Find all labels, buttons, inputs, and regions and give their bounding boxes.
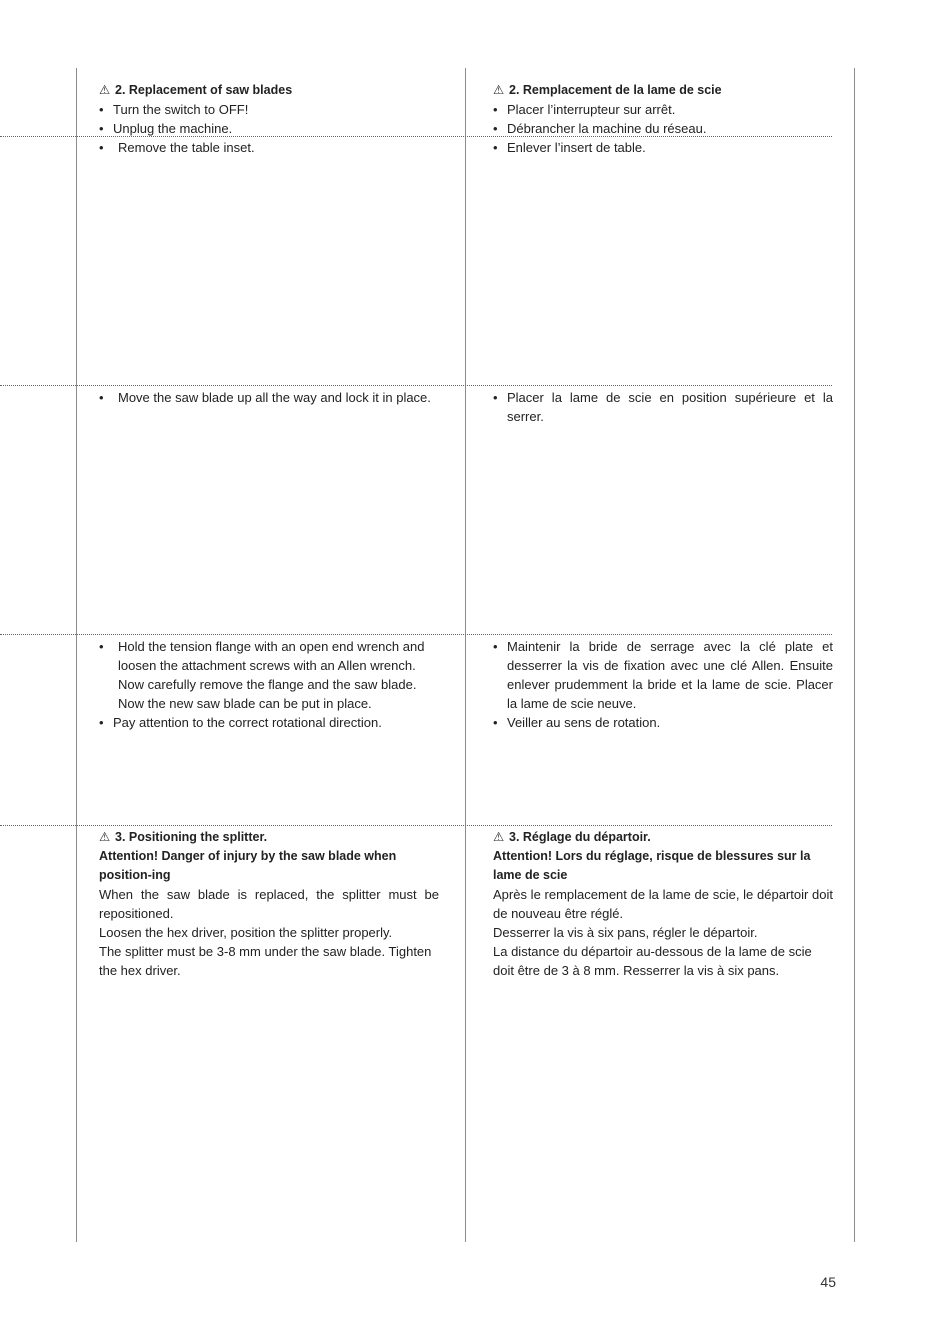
paragraph: The splitter must be 3-8 mm under the saw blade. Tighten the hex driver. <box>99 944 432 978</box>
section-flange-removal-fr <box>493 637 833 732</box>
section-flange-removal-en <box>99 637 439 732</box>
paragraph: Après le remplacement de la lame de scie, le départoir doit de nouveau être réglé. <box>493 887 833 921</box>
section-blade-up-fr <box>493 388 833 426</box>
bullet: • <box>493 715 498 730</box>
list-item: • Débrancher la machine du réseau. <box>493 121 707 136</box>
warning-icon: ⚠ <box>493 830 505 844</box>
section-heading: ⚠ 2. Replacement of saw blades <box>99 81 439 100</box>
list-item: • Enlever l’insert de table. <box>493 140 646 155</box>
bullet: • <box>99 121 104 136</box>
list-item: • Move the saw blade up all the way and lock it in place. <box>99 390 431 405</box>
paragraph: Desserrer la vis à six pans, régler le départoir. <box>493 925 758 940</box>
bullet: • <box>493 639 498 654</box>
list-item: • Pay attention to the correct rotational direction. <box>99 715 382 730</box>
warning-icon: ⚠ <box>99 830 111 844</box>
section-saw-blade-replacement-en <box>99 81 439 157</box>
bullet: • <box>493 121 498 136</box>
bullet: • <box>99 715 104 730</box>
paragraph: When the saw blade is replaced, the splitter must be repositioned. <box>99 887 439 921</box>
list-item: • Placer l’interrupteur sur arrêt. <box>493 102 676 117</box>
bullet: • <box>493 102 498 117</box>
bullet: • <box>493 140 498 155</box>
section-saw-blade-replacement-fr <box>493 81 833 157</box>
row-separator <box>0 385 832 386</box>
column-rule-middle <box>465 68 466 1242</box>
bullet: • <box>99 140 104 155</box>
column-rule-left <box>76 68 77 1242</box>
warning-icon: ⚠ <box>99 83 111 97</box>
paragraph: Loosen the hex driver, position the splitter properly. <box>99 925 393 940</box>
section-heading: ⚠ 3. Positioning the splitter. <box>99 828 439 847</box>
bullet: • <box>99 639 104 654</box>
paragraph: La distance du départoir au-dessous de la lame de scie doit être de 3 à 8 mm. Resserrer la vis à six pans. <box>493 944 812 978</box>
list-item: • Turn the switch to OFF! <box>99 102 249 117</box>
bullet: • <box>493 390 498 405</box>
bullet: • <box>99 390 104 405</box>
row-separator <box>0 825 832 826</box>
list-item: • Hold the tension flange with an open end wrench and loosen the attachment screws with an Allen wrench. Now carefully remove the flange and the saw blade. Now the new saw blade can be put in place. <box>99 639 425 711</box>
list-item: • Unplug the machine. <box>99 121 233 136</box>
list-item: • Remove the table inset. <box>99 140 255 155</box>
attention-note: Attention! Danger of injury by the saw blade when position-ing <box>99 849 397 882</box>
section-splitter-positioning-fr <box>493 828 833 980</box>
page-number: 45 <box>820 1274 836 1290</box>
attention-note: Attention! Lors du réglage, risque de blessures sur la lame de scie <box>493 849 811 882</box>
list-item: • Veiller au sens de rotation. <box>493 715 661 730</box>
row-separator <box>0 634 832 635</box>
section-blade-up-en <box>99 388 439 407</box>
section-heading: ⚠ 2. Remplacement de la lame de scie <box>493 81 833 100</box>
list-item: • Placer la lame de scie en position supérieure et la serrer. <box>493 390 833 424</box>
list-item: • Maintenir la bride de serrage avec la clé plate et desserrer la vis de fixation avec une clé Allen. Ensuite enlever prudemment la bride et la lame de scie. Placer la lame de scie neuve. <box>493 639 833 711</box>
warning-icon: ⚠ <box>493 83 505 97</box>
section-splitter-positioning-en <box>99 828 439 980</box>
column-rule-right <box>854 68 855 1242</box>
bullet: • <box>99 102 104 117</box>
section-heading: ⚠ 3. Réglage du départoir. <box>493 828 833 847</box>
